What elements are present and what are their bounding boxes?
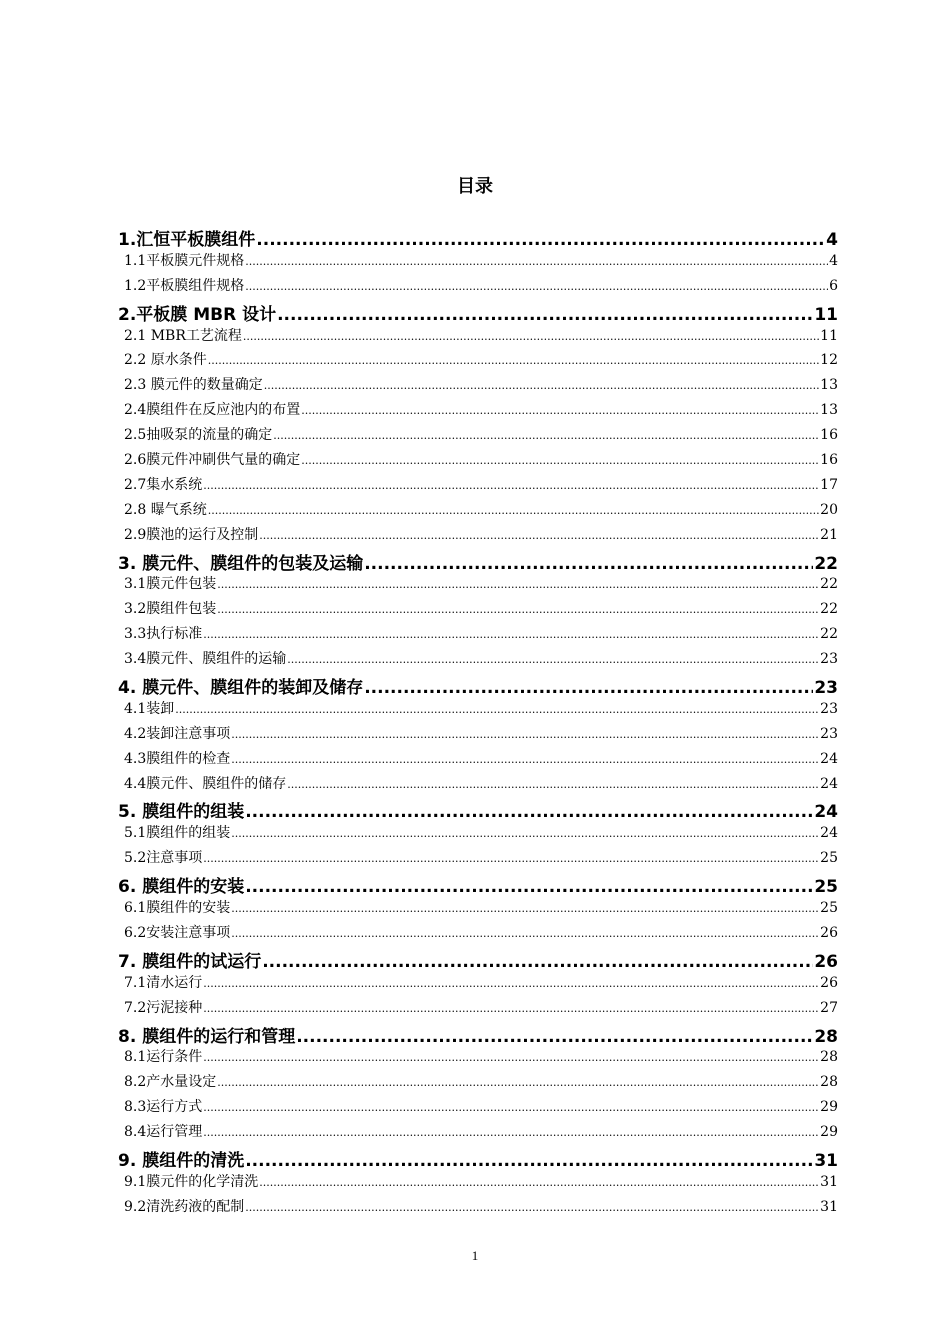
toc-entry-page: 23 <box>814 678 838 698</box>
toc-entry-label: 8. 膜组件的运行和管理 <box>118 1026 296 1047</box>
toc-dot-leader <box>262 952 813 972</box>
toc-entry-page: 12 <box>820 352 838 369</box>
toc-entry-page: 24 <box>820 825 838 842</box>
page-number: 1 <box>471 1248 479 1263</box>
toc-entry-label: 7. 膜组件的试运行 <box>118 951 262 972</box>
toc-entry-page: 11 <box>814 304 838 325</box>
toc-entry-label: 9.1膜元件的化学清洗 <box>124 1173 259 1190</box>
toc-section-entry[interactable] <box>118 374 838 399</box>
toc-entry-page: 4 <box>826 230 838 250</box>
toc-entry-page: 26 <box>814 951 838 972</box>
toc-entry-label: 8.2产水量设定 <box>124 1074 217 1091</box>
toc-dot-leader <box>203 975 819 991</box>
toc-section-entry[interactable] <box>118 399 838 424</box>
toc-entry-label: 8.4运行管理 <box>124 1124 203 1141</box>
toc-chapter-entry[interactable] <box>118 947 838 972</box>
toc-section-entry[interactable] <box>118 1046 838 1071</box>
toc-entry-page: 29 <box>820 1124 838 1141</box>
toc-entry-label: 2.9膜池的运行及控制 <box>124 526 259 543</box>
toc-entry-page: 25 <box>820 850 838 867</box>
toc-entry-label: 2.3 膜元件的数量确定 <box>124 377 263 394</box>
toc-section-entry[interactable] <box>118 598 838 623</box>
toc-dot-leader <box>301 402 819 418</box>
toc-section-entry[interactable] <box>118 250 838 275</box>
toc-entry-label: 6.1膜组件的安装 <box>124 900 231 917</box>
toc-dot-leader <box>217 576 819 592</box>
toc-dot-leader <box>259 1174 819 1190</box>
toc-dot-leader <box>217 1074 819 1090</box>
toc-section-entry[interactable] <box>118 1096 838 1121</box>
toc-section-entry[interactable] <box>118 648 838 673</box>
toc-dot-leader <box>208 352 819 368</box>
toc-entry-page: 24 <box>814 802 838 823</box>
toc-section-entry[interactable] <box>118 474 838 499</box>
toc-section-entry[interactable] <box>118 972 838 997</box>
toc-entry-page: 25 <box>820 900 838 917</box>
toc-section-entry[interactable] <box>118 847 838 872</box>
toc-entry-page: 25 <box>814 877 838 898</box>
toc-section-entry[interactable] <box>118 1071 838 1096</box>
toc-entry-page: 17 <box>820 476 838 493</box>
toc-dot-leader <box>277 305 813 325</box>
toc-entry-label: 9. 膜组件的清洗 <box>118 1150 245 1171</box>
toc-dot-leader <box>245 1199 819 1215</box>
toc-entry-page: 31 <box>820 1173 838 1190</box>
toc-section-entry[interactable] <box>118 897 838 922</box>
toc-entry-page: 26 <box>820 974 838 991</box>
toc-entry-page: 28 <box>820 1074 838 1091</box>
toc-chapter-entry[interactable] <box>118 225 838 250</box>
toc-entry-label: 4.2装卸注意事项 <box>124 725 231 742</box>
toc-entry-label: 3.4膜元件、膜组件的运输 <box>124 651 287 668</box>
toc-entry-page: 22 <box>820 626 838 643</box>
toc-entry-page: 23 <box>820 700 838 717</box>
toc-dot-leader <box>231 900 819 916</box>
toc-entry-label: 2.8 曝气系统 <box>124 501 207 518</box>
toc-section-entry[interactable] <box>118 275 838 300</box>
toc-section-entry[interactable] <box>118 1196 838 1221</box>
toc-dot-leader <box>203 1124 819 1140</box>
toc-entry-page: 22 <box>814 553 838 574</box>
toc-entry-label: 7.2污泥接种 <box>124 999 203 1016</box>
toc-section-entry[interactable] <box>118 997 838 1022</box>
toc-entry-page: 23 <box>820 725 838 742</box>
toc-entry-label: 4.4膜元件、膜组件的储存 <box>124 775 287 792</box>
toc-dot-leader <box>256 230 825 250</box>
toc-chapter-entry[interactable] <box>118 300 838 325</box>
toc-dot-leader <box>264 377 819 393</box>
toc-entry-label: 7.1清水运行 <box>124 974 203 991</box>
toc-dot-leader <box>245 253 828 269</box>
toc-dot-leader <box>296 1027 813 1047</box>
toc-entry-label: 5. 膜组件的组装 <box>118 802 245 823</box>
toc-section-entry[interactable] <box>118 325 838 350</box>
toc-section-entry[interactable] <box>118 698 838 723</box>
toc-dot-leader <box>208 502 819 518</box>
toc-section-entry[interactable] <box>118 573 838 598</box>
toc-entry-label: 8.1运行条件 <box>124 1049 203 1066</box>
toc-section-entry[interactable] <box>118 1121 838 1146</box>
toc-entry-page: 29 <box>820 1099 838 1116</box>
toc-dot-leader <box>273 427 819 443</box>
toc-section-entry[interactable] <box>118 349 838 374</box>
toc-dot-leader <box>243 328 819 344</box>
toc-section-entry[interactable] <box>118 822 838 847</box>
toc-dot-leader <box>231 726 819 742</box>
toc-section-entry[interactable] <box>118 723 838 748</box>
toc-entry-page: 31 <box>814 1150 838 1171</box>
toc-dot-leader <box>259 527 819 543</box>
toc-entry-label: 4. 膜元件、膜组件的装卸及储存 <box>118 678 364 698</box>
toc-section-entry[interactable] <box>118 922 838 947</box>
toc-dot-leader <box>203 1099 819 1115</box>
toc-entry-page: 6 <box>829 277 838 294</box>
toc-entry-label: 3. 膜元件、膜组件的包装及运输 <box>118 553 364 574</box>
toc-dot-leader <box>287 651 819 667</box>
toc-entry-label: 3.3执行标准 <box>124 626 203 643</box>
toc-dot-leader <box>203 1000 819 1016</box>
page-title: 目录 <box>457 176 493 197</box>
toc-section-entry[interactable] <box>118 424 838 449</box>
toc-section-entry[interactable] <box>118 773 838 798</box>
toc-dot-leader <box>287 776 819 792</box>
toc-entry-page: 4 <box>829 252 838 269</box>
toc-entry-page: 22 <box>820 601 838 618</box>
toc-entry-label: 9.2清洗药液的配制 <box>124 1198 245 1215</box>
toc-entry-label: 4.3膜组件的检查 <box>124 750 231 767</box>
toc-chapter-entry[interactable] <box>118 1146 838 1171</box>
toc-entry-label: 5.2注意事项 <box>124 850 203 867</box>
toc-dot-leader <box>245 1151 813 1171</box>
toc-section-entry[interactable] <box>118 748 838 773</box>
toc-dot-leader <box>245 278 828 294</box>
toc-dot-leader <box>364 678 813 698</box>
toc-chapter-entry[interactable] <box>118 1022 838 1047</box>
toc-entry-label: 6. 膜组件的安装 <box>118 877 245 898</box>
toc-dot-leader <box>364 554 813 574</box>
toc-entry-label: 4.1装卸 <box>124 700 175 717</box>
table-of-contents <box>118 225 838 1221</box>
toc-entry-page: 11 <box>820 327 838 344</box>
toc-entry-label: 2.6膜元件冲刷供气量的确定 <box>124 452 301 469</box>
toc-entry-page: 28 <box>814 1026 838 1047</box>
toc-entry-label: 3.1膜元件包装 <box>124 576 217 593</box>
toc-chapter-entry[interactable] <box>118 549 838 574</box>
toc-entry-label: 2.7集水系统 <box>124 476 203 493</box>
toc-entry-page: 20 <box>820 501 838 518</box>
toc-dot-leader <box>203 850 819 866</box>
toc-section-entry[interactable] <box>118 1171 838 1196</box>
toc-entry-label: 2.4膜组件在反应池内的布置 <box>124 402 301 419</box>
toc-entry-page: 24 <box>820 750 838 767</box>
toc-entry-page: 13 <box>820 377 838 394</box>
toc-dot-leader <box>217 601 819 617</box>
toc-entry-page: 24 <box>820 775 838 792</box>
toc-entry-page: 13 <box>820 402 838 419</box>
toc-entry-page: 28 <box>820 1049 838 1066</box>
toc-entry-page: 31 <box>820 1198 838 1215</box>
toc-dot-leader <box>301 452 819 468</box>
toc-entry-label: 8.3运行方式 <box>124 1099 203 1116</box>
toc-entry-page: 27 <box>820 999 838 1016</box>
toc-dot-leader <box>203 626 819 642</box>
toc-chapter-entry[interactable] <box>118 673 838 698</box>
toc-entry-label: 3.2膜组件包装 <box>124 601 217 618</box>
toc-dot-leader <box>245 877 813 897</box>
toc-entry-page: 23 <box>820 651 838 668</box>
toc-chapter-entry[interactable] <box>118 797 838 822</box>
toc-entry-label: 2.1 MBR工艺流程 <box>124 327 242 344</box>
toc-dot-leader <box>231 751 819 767</box>
toc-dot-leader <box>175 701 819 717</box>
toc-entry-label: 2.平板膜 MBR 设计 <box>118 304 277 325</box>
toc-section-entry[interactable] <box>118 449 838 474</box>
toc-dot-leader <box>245 802 813 822</box>
toc-entry-label: 6.2安装注意事项 <box>124 924 231 941</box>
toc-section-entry[interactable] <box>118 499 838 524</box>
toc-entry-page: 22 <box>820 576 838 593</box>
toc-dot-leader <box>231 825 819 841</box>
toc-entry-page: 16 <box>820 427 838 444</box>
toc-dot-leader <box>231 925 819 941</box>
toc-entry-page: 16 <box>820 452 838 469</box>
toc-dot-leader <box>203 1049 819 1065</box>
toc-entry-page: 21 <box>820 526 838 543</box>
toc-entry-label: 1.2平板膜组件规格 <box>124 277 245 294</box>
toc-section-entry[interactable] <box>118 623 838 648</box>
toc-entry-label: 1.汇恒平板膜组件 <box>118 230 256 250</box>
toc-chapter-entry[interactable] <box>118 872 838 897</box>
toc-dot-leader <box>203 477 819 493</box>
toc-entry-label: 1.1平板膜元件规格 <box>124 252 245 269</box>
toc-entry-label: 2.2 原水条件 <box>124 352 207 369</box>
toc-entry-label: 5.1膜组件的组装 <box>124 825 231 842</box>
toc-entry-label: 2.5抽吸泵的流量的确定 <box>124 427 273 444</box>
toc-section-entry[interactable] <box>118 524 838 549</box>
toc-entry-page: 26 <box>820 924 838 941</box>
